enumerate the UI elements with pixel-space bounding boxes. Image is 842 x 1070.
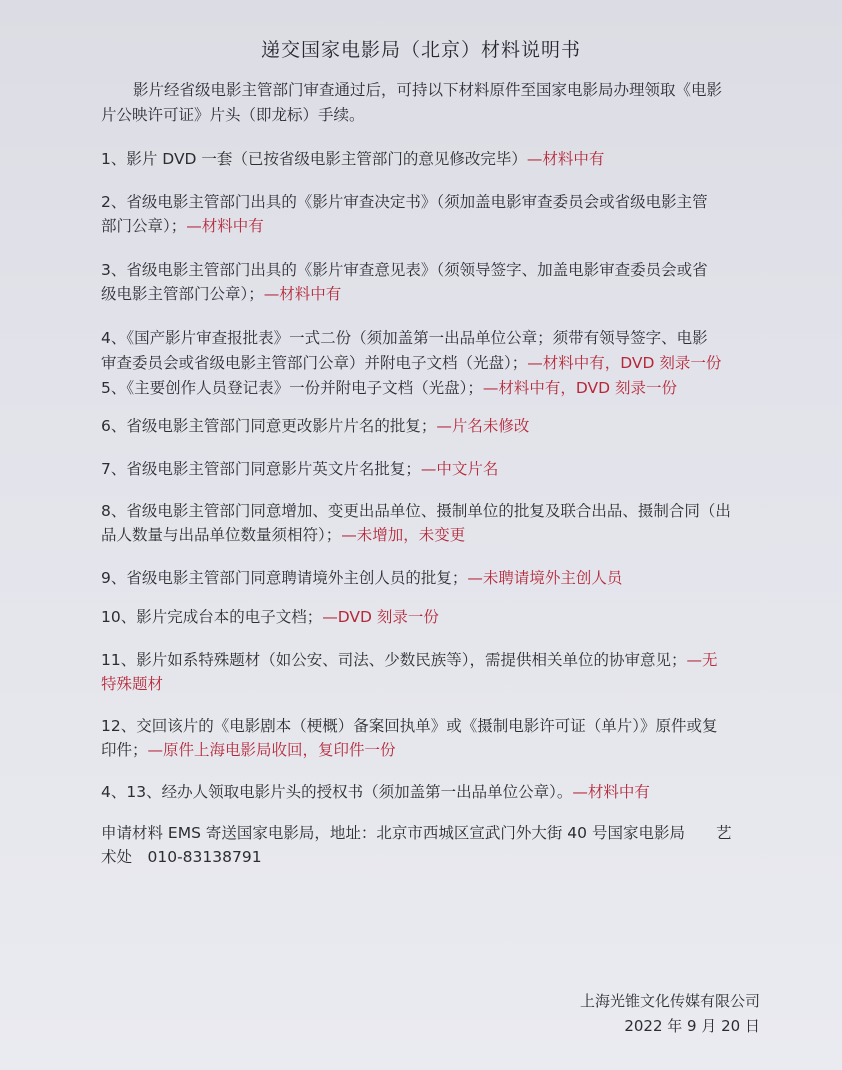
item-text: 3、省级电影主管部门出具的《影片审查意见表》（须领导签字、加盖电影审查委员会或省 [101,261,708,279]
item-text: 1、影片 DVD 一套（已按省级电影主管部门的意见修改完毕） [101,150,527,168]
item-note: —片名未修改 [436,417,530,435]
item-text: 7、省级电影主管部门同意影片英文片名批复； [101,460,421,478]
item-3-line-1 [101,258,781,282]
item-text: 部门公章）； [101,217,187,235]
item-4-line-1 [101,326,781,350]
item-7 [101,457,781,481]
item-note: —中文片名 [420,460,499,478]
item-note: —未增加，未变更 [341,526,466,544]
address-line-1: 申请材料 EMS 寄送国家电影局，地址：北京市西城区宣武门外大街 40 号国家电影局 艺 [101,824,732,842]
item-text: 5、《主要创作人员登记表》一份并附电子文档（光盘）； [101,379,483,397]
address-line-2: 术处 010-83138791 [101,848,262,866]
item-3-line-2 [101,282,781,306]
item-13 [101,780,781,804]
item-note: —无 [686,651,718,669]
item-note: 特殊题材 [101,675,164,693]
item-12-line-1 [101,714,781,738]
company-name: 上海光锥文化传媒有限公司 [579,992,760,1010]
item-text: 审查委员会或省级电影主管部门公章）并附电子文档（光盘）； [101,354,528,372]
item-text: 12、交回该片的《电影剧本（梗概）备案回执单》或《摄制电影许可证（单片）》原件或复 [101,717,718,735]
item-11-line-2 [101,672,781,696]
item-text: 4、《国产影片审查报批表》一式二份（须加盖第一出品单位公章；须带有领导签字、电影 [101,329,708,347]
item-2-line-1 [101,190,781,214]
item-text: 4、13、经办人领取电影片头的授权书（须加盖第一出品单位公章）。 [101,783,573,801]
item-text: 级电影主管部门公章）； [101,285,264,303]
item-text: 9、省级电影主管部门同意聘请境外主创人员的批复； [101,569,468,587]
item-note: —DVD 刻录一份 [322,608,439,626]
item-text: 品人数量与出品单位数量须相符）； [101,526,342,544]
item-note: —材料中有 [572,783,650,801]
item-text: 10、影片完成台本的电子文档； [101,608,323,626]
item-text: 11、影片如系特殊题材（如公安、司法、少数民族等），需提供相关单位的协审意见； [101,651,687,669]
item-4-line-2 [101,351,781,375]
item-11-line-1 [101,648,781,672]
item-note: —材料中有 [186,217,264,235]
item-text: 2、省级电影主管部门出具的《影片审查决定书》（须加盖电影审查委员会或省级电影主管 [101,193,708,211]
item-8-line-2 [101,523,781,547]
item-note: —材料中有，DVD 刻录一份 [482,379,678,397]
item-5 [101,376,781,400]
item-1 [101,147,781,171]
item-8-line-1 [101,499,781,523]
intro-line-1: 影片经省级电影主管部门审查通过后，可持以下材料原件至国家电影局办理领取《电影 [133,81,723,99]
item-note: —材料中有，DVD 刻录一份 [527,354,722,372]
item-note: —材料中有 [263,285,342,303]
item-9 [101,566,781,590]
item-text: 8、省级电影主管部门同意增加、变更出品单位、摄制单位的批复及联合出品、摄制合同（出 [101,502,731,520]
item-note: —原件上海电影局收回，复印件一份 [147,741,396,759]
item-note: —未聘请境外主创人员 [467,569,623,587]
item-12-line-2 [101,738,781,762]
document-title: 递交国家电影局（北京）材料说明书 [260,39,581,61]
item-note: —材料中有 [526,150,605,168]
intro-line-2: 片公映许可证》片头（即龙标）手续。 [101,106,365,124]
document-date: 2022 年 9 月 20 日 [624,1017,760,1035]
item-text: 印件； [101,741,148,759]
item-text: 6、省级电影主管部门同意更改影片片名的批复； [101,417,437,435]
item-6 [101,414,781,438]
item-10 [101,605,781,629]
item-2-line-2 [101,214,781,238]
